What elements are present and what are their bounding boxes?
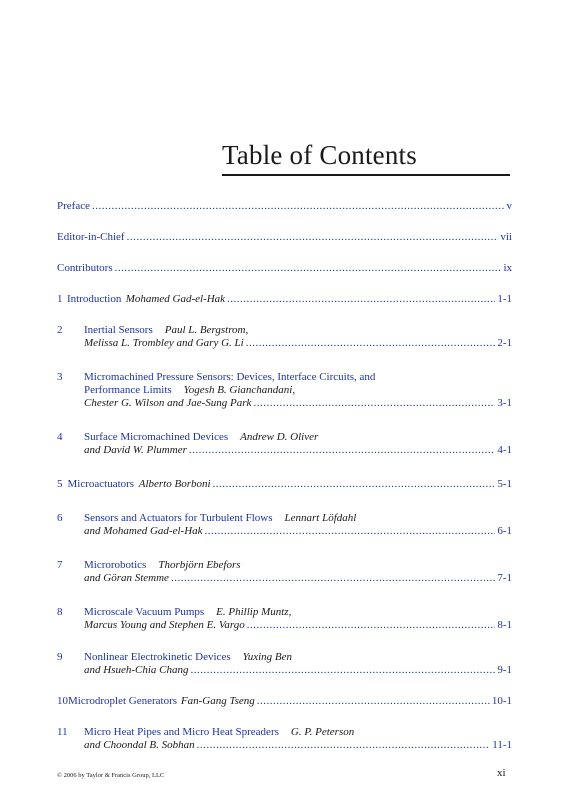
toc-entry-editor-in-chief[interactable]: [57, 231, 512, 244]
chapter-number: 7: [57, 559, 63, 571]
chapter-title[interactable]: Nonlinear Electrokinetic Devices: [84, 651, 231, 663]
chapter-authors: Melissa L. Trombley and Gary G. Li: [84, 337, 244, 349]
toc-entry-chapter[interactable]: [57, 324, 512, 350]
chapter-title[interactable]: Microdroplet Generators: [68, 695, 178, 707]
chapter-number: 6: [57, 512, 63, 524]
chapter-number: 9: [57, 651, 63, 663]
toc-entry-chapter[interactable]: [57, 512, 512, 538]
chapter-title[interactable]: Microrobotics: [84, 559, 147, 571]
chapter-number: 5: [57, 478, 63, 490]
dot-leader: [189, 444, 495, 457]
chapter-title[interactable]: Micro Heat Pipes and Micro Heat Spreaders: [84, 726, 279, 738]
chapter-authors: Mohamed Gad-el-Hak: [125, 293, 226, 305]
chapter-authors: Chester G. Wilson and Jae-Sung Park: [84, 397, 252, 409]
chapter-page[interactable]: 7-1: [497, 572, 512, 584]
dot-leader: [191, 664, 496, 677]
toc-entry-chapter[interactable]: [57, 651, 512, 677]
dot-leader: [115, 262, 502, 275]
dot-leader: [253, 397, 495, 410]
toc-entry-contributors[interactable]: [57, 262, 512, 275]
toc-entry-chapter[interactable]: [57, 431, 512, 457]
chapter-title[interactable]: Microscale Vacuum Pumps: [84, 606, 205, 618]
chapter-authors: E. Phillip Muntz,: [216, 606, 292, 618]
toc-page[interactable]: vii: [500, 231, 512, 243]
chapter-page[interactable]: 1-1: [497, 293, 512, 305]
dot-leader: [92, 200, 505, 213]
chapter-authors: Thorbjörn Ebefors: [158, 559, 241, 571]
toc-entry-chapter[interactable]: [57, 726, 512, 752]
chapter-authors: and Göran Stemme: [84, 572, 169, 584]
title-rule: [222, 174, 510, 176]
chapter-page[interactable]: 4-1: [497, 444, 512, 456]
chapter-number: 3: [57, 371, 63, 383]
dot-leader: [171, 572, 495, 585]
toc-entry-chapter[interactable]: [57, 559, 512, 585]
chapter-page[interactable]: 11-1: [492, 739, 512, 751]
chapter-authors: Marcus Young and Stephen E. Vargo: [84, 619, 245, 631]
chapter-page[interactable]: 10-1: [491, 695, 512, 707]
page-number: xi: [497, 767, 506, 779]
chapter-number: 10: [57, 695, 68, 707]
chapter-authors: and Choondal B. Sobhan: [84, 739, 195, 751]
chapter-title[interactable]: Performance Limits: [84, 384, 172, 396]
chapter-number: 4: [57, 431, 63, 443]
chapter-title[interactable]: Micromachined Pressure Sensors: Devices, Interface Circuits, and: [84, 371, 376, 383]
dot-leader: [205, 525, 496, 538]
dot-leader: [257, 695, 490, 708]
page-title: Table of Contents: [222, 140, 417, 170]
toc-label[interactable]: Contributors: [57, 262, 113, 274]
toc-label[interactable]: Preface: [57, 200, 90, 212]
toc-entry-chapter[interactable]: [57, 371, 512, 410]
chapter-authors: Alberto Borboni: [138, 478, 211, 490]
chapter-page[interactable]: 3-1: [497, 397, 512, 409]
toc-entry-preface[interactable]: [57, 200, 512, 213]
chapter-title[interactable]: Microactuators: [67, 478, 135, 490]
chapter-number: 2: [57, 324, 63, 336]
chapter-title[interactable]: Introduction: [66, 293, 122, 305]
chapter-page[interactable]: 5-1: [497, 478, 512, 490]
copyright-footer: © 2006 by Taylor & Francis Group, LLC: [57, 772, 165, 779]
toc-entry-chapter[interactable]: [57, 695, 512, 708]
dot-leader: [247, 619, 496, 632]
dot-leader: [227, 293, 495, 306]
dot-leader: [213, 478, 496, 491]
chapter-authors: and Hsueh-Chia Chang: [84, 664, 189, 676]
chapter-number: 1: [57, 293, 63, 305]
toc-entry-chapter[interactable]: [57, 293, 512, 306]
chapter-page[interactable]: 8-1: [497, 619, 512, 631]
chapter-page[interactable]: 6-1: [497, 525, 512, 537]
chapter-page[interactable]: 9-1: [497, 664, 512, 676]
toc-label[interactable]: Editor-in-Chief: [57, 231, 125, 243]
toc-entry-chapter[interactable]: [57, 606, 512, 632]
chapter-authors: and David W. Plummer: [84, 444, 187, 456]
toc-entry-chapter[interactable]: [57, 478, 512, 491]
chapter-authors: Fan-Gang Tseng: [180, 695, 255, 707]
chapter-number: 8: [57, 606, 63, 618]
chapter-title[interactable]: Inertial Sensors: [84, 324, 153, 336]
toc-page[interactable]: ix: [503, 262, 512, 274]
chapter-authors: Yogesh B. Gianchandani,: [183, 384, 296, 396]
chapter-title[interactable]: Surface Micromachined Devices: [84, 431, 229, 443]
toc-page[interactable]: v: [506, 200, 512, 212]
chapter-number: 11: [57, 726, 68, 738]
chapter-authors: Lennart Löfdahl: [284, 512, 357, 524]
chapter-authors: G. P. Peterson: [290, 726, 355, 738]
dot-leader: [197, 739, 491, 752]
chapter-page[interactable]: 2-1: [497, 337, 512, 349]
chapter-authors: Paul L. Bergstrom,: [164, 324, 249, 336]
chapter-authors: and Mohamed Gad-el-Hak: [84, 525, 203, 537]
chapter-authors: Andrew D. Oliver: [240, 431, 319, 443]
dot-leader: [127, 231, 499, 244]
dot-leader: [246, 337, 496, 350]
chapter-authors: Yuxing Ben: [242, 651, 293, 663]
chapter-title[interactable]: Sensors and Actuators for Turbulent Flows: [84, 512, 273, 524]
